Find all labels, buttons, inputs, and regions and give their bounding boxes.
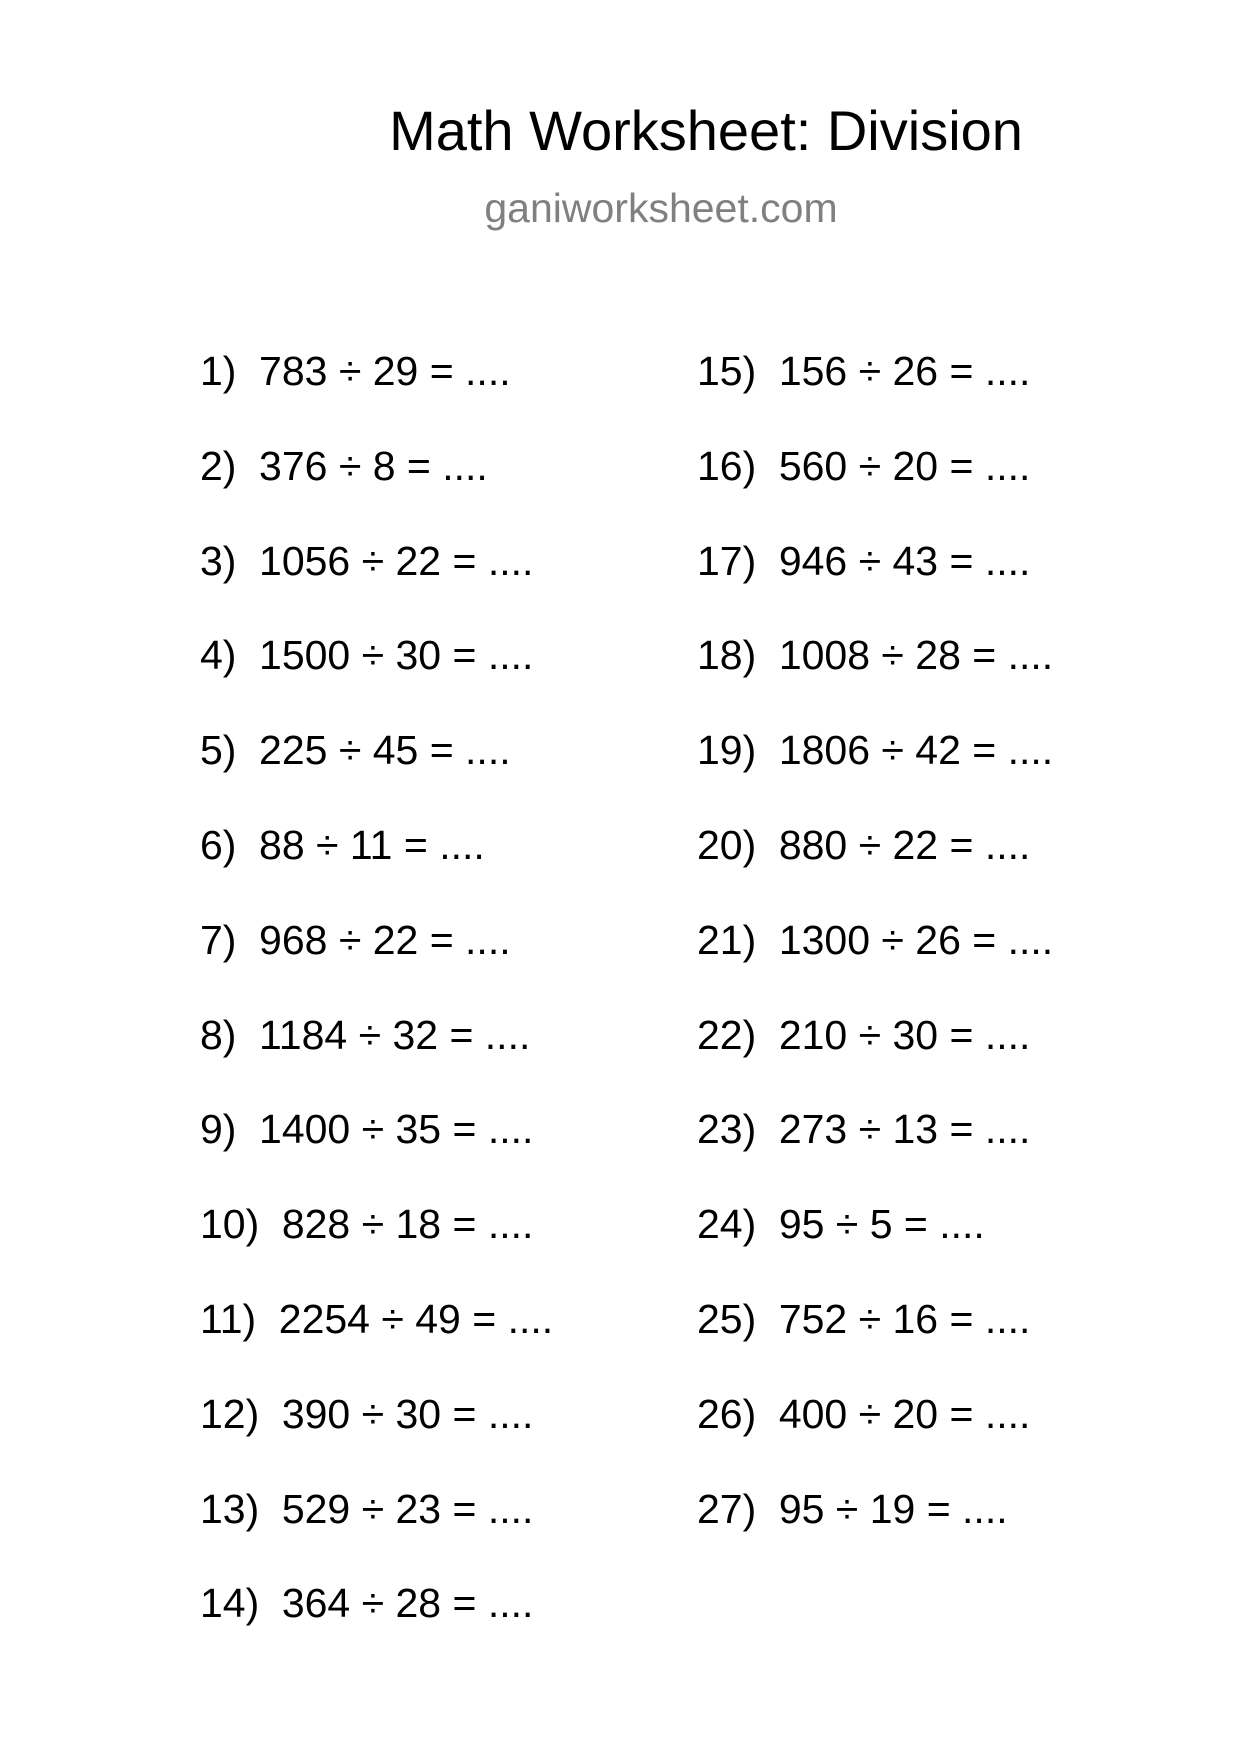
problem-expression: 210 ÷ 30 = ....	[778, 1011, 1031, 1058]
problem-number: 18)	[697, 632, 757, 679]
problem-expression: 1300 ÷ 26 = ....	[778, 916, 1054, 963]
problem-number: 23)	[697, 1106, 757, 1153]
problem-number: 9)	[200, 1106, 237, 1153]
problem-item	[200, 1104, 553, 1199]
problem-number: 26)	[697, 1390, 757, 1437]
problem-expression: 946 ÷ 43 = ....	[778, 537, 1031, 584]
problem-number: 16)	[697, 442, 757, 489]
problem-item	[200, 915, 553, 1010]
problem-number: 2)	[200, 442, 237, 489]
problem-item	[697, 441, 1053, 536]
problem-item	[200, 1294, 553, 1389]
problem-expression: 968 ÷ 22 = ....	[259, 916, 511, 963]
problem-item	[697, 1104, 1053, 1199]
problem-number: 17)	[697, 537, 757, 584]
problem-number: 11)	[200, 1295, 257, 1342]
problem-expression: 390 ÷ 30 = ....	[281, 1390, 534, 1437]
problem-column-left	[200, 346, 553, 1673]
problem-number: 25)	[697, 1295, 757, 1342]
problem-expression: 88 ÷ 11 = ....	[259, 821, 485, 868]
problem-expression: 400 ÷ 20 = ....	[778, 1390, 1031, 1437]
problem-item	[200, 536, 553, 631]
problem-expression: 225 ÷ 45 = ....	[259, 727, 511, 774]
problem-expression: 529 ÷ 23 = ....	[281, 1485, 534, 1532]
problem-item	[200, 1484, 553, 1579]
problem-item	[697, 1389, 1053, 1484]
problem-number: 5)	[200, 727, 237, 774]
problem-item	[697, 1484, 1053, 1579]
problem-expression: 156 ÷ 26 = ....	[778, 348, 1031, 394]
problem-expression: 1806 ÷ 42 = ....	[778, 727, 1054, 774]
problem-expression: 95 ÷ 19 = ....	[778, 1485, 1008, 1532]
problem-number: 24)	[697, 1201, 757, 1248]
problem-item	[697, 346, 1053, 441]
problem-item	[697, 630, 1053, 725]
problem-expression: 1184 ÷ 32 = ....	[259, 1011, 531, 1058]
problem-item	[697, 536, 1053, 631]
problem-item	[200, 725, 553, 820]
problem-item	[200, 1199, 553, 1294]
problem-number: 6)	[200, 821, 237, 868]
problem-expression: 880 ÷ 22 = ....	[778, 821, 1031, 868]
problem-expression: 364 ÷ 28 = ....	[281, 1580, 534, 1627]
page-title: Math Worksheet: Division	[389, 99, 1023, 162]
problem-item	[697, 820, 1053, 915]
problem-item	[697, 1010, 1053, 1105]
problem-number: 20)	[697, 821, 757, 868]
problem-number: 10)	[200, 1201, 260, 1248]
problem-expression: 1400 ÷ 35 = ....	[259, 1106, 534, 1153]
problem-number: 15)	[697, 348, 757, 394]
problem-number: 3)	[200, 537, 237, 584]
problem-number: 1)	[200, 348, 237, 394]
problem-expression: 1500 ÷ 30 = ....	[259, 632, 534, 679]
problem-number: 13)	[200, 1485, 260, 1532]
problem-number: 8)	[200, 1011, 237, 1058]
problem-item	[200, 1578, 553, 1673]
problem-expression: 95 ÷ 5 = ....	[778, 1201, 985, 1248]
problem-expression: 783 ÷ 29 = ....	[259, 348, 511, 394]
problem-item	[200, 441, 553, 536]
problem-expression: 1008 ÷ 28 = ....	[778, 632, 1054, 679]
problem-number: 14)	[200, 1580, 260, 1627]
problem-item	[697, 1199, 1053, 1294]
problem-item	[200, 1389, 553, 1484]
problem-number: 12)	[200, 1390, 260, 1437]
problem-number: 4)	[200, 632, 237, 679]
problem-item	[200, 630, 553, 725]
problem-expression: 376 ÷ 8 = ....	[259, 442, 488, 489]
problem-column-right	[697, 346, 1053, 1578]
problem-number: 19)	[697, 727, 757, 774]
problem-expression: 2254 ÷ 49 = ....	[278, 1295, 554, 1342]
problem-item	[697, 915, 1053, 1010]
problem-item	[200, 820, 553, 915]
problem-expression: 828 ÷ 18 = ....	[281, 1201, 534, 1248]
problem-item	[697, 725, 1053, 820]
problem-item	[200, 1010, 553, 1105]
problem-number: 22)	[697, 1011, 757, 1058]
problem-item	[200, 346, 553, 441]
problem-item	[697, 1294, 1053, 1389]
problem-expression: 560 ÷ 20 = ....	[778, 442, 1031, 489]
problem-number: 27)	[697, 1485, 757, 1532]
problem-number: 21)	[697, 916, 757, 963]
problem-expression: 1056 ÷ 22 = ....	[259, 537, 534, 584]
problem-number: 7)	[200, 916, 237, 963]
problem-expression: 273 ÷ 13 = ....	[778, 1106, 1031, 1153]
problem-expression: 752 ÷ 16 = ....	[778, 1295, 1031, 1342]
page-subtitle: ganiworksheet.com	[484, 185, 838, 231]
